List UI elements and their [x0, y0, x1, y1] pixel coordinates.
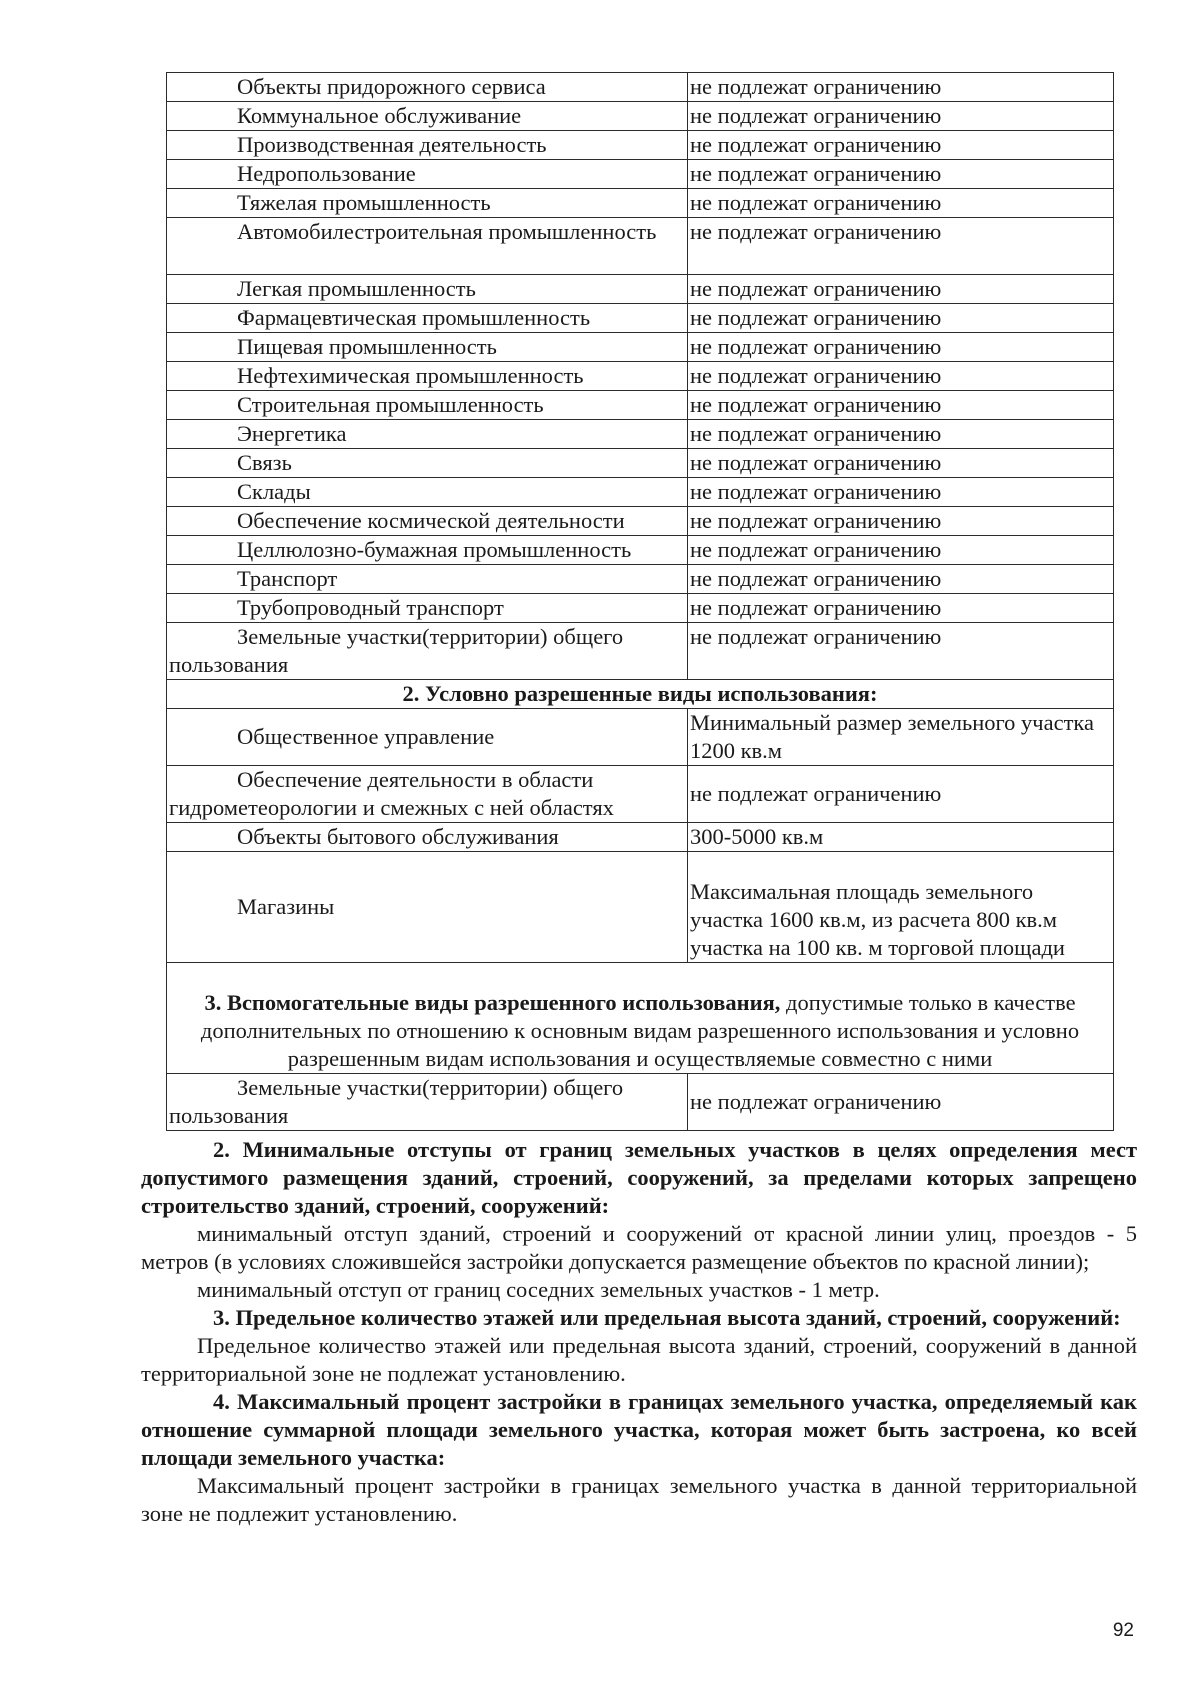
- table-row: [167, 536, 1114, 565]
- paragraph: Максимальный процент застройки в границах земельного участка в данной территориальной зоне не подлежит установлению.: [141, 1473, 1137, 1526]
- use-name: Нефтехимическая промышленность: [237, 363, 584, 388]
- table-row: [167, 449, 1114, 478]
- restriction-value: не подлежат ограничению: [688, 304, 1114, 333]
- use-name: Магазины: [237, 894, 335, 919]
- paragraph: Предельное количество этажей или предельная высота зданий, строений, сооружений в данной территориальной зоне не подлежат установлению.: [141, 1333, 1137, 1386]
- use-name: Тяжелая промышленность: [237, 190, 491, 215]
- table-row: [167, 73, 1114, 102]
- restriction-value: не подлежат ограничению: [688, 507, 1114, 536]
- land-use-table: [166, 72, 1114, 1131]
- use-name: Трубопроводный транспорт: [237, 595, 504, 620]
- table-row: [167, 102, 1114, 131]
- restriction-value: не подлежат ограничению: [688, 594, 1114, 623]
- restriction-value: не подлежат ограничению: [688, 536, 1114, 565]
- table-row: [167, 565, 1114, 594]
- table-row: [167, 131, 1114, 160]
- use-name: Обеспечение космической деятельности: [237, 508, 625, 533]
- restriction-value: не подлежат ограничению: [688, 449, 1114, 478]
- auxiliary-heading-bold: 3. Вспомогательные виды разрешенного использования,: [204, 990, 781, 1015]
- table-row: [167, 623, 1114, 680]
- section-heading: 4. Максимальный процент застройки в границах земельного участка, определяемый как отношение суммарной площади земельного участка, которая может быть застроена, ко всей площади земельного участка:: [141, 1389, 1137, 1470]
- document-body: [141, 1136, 1137, 1528]
- conditional-uses-heading: 2. Условно разрешенные виды использования:: [167, 680, 1114, 709]
- restriction-value: Минимальный размер земельного участка 1200 кв.м: [688, 709, 1114, 766]
- auxiliary-uses-heading: [167, 963, 1114, 1074]
- use-name: Земельные участки(территории) общего пользования: [169, 1075, 624, 1128]
- use-name: Фармацевтическая промышленность: [237, 305, 591, 330]
- use-name: Объекты бытового обслуживания: [237, 824, 559, 849]
- use-name: Целлюлозно-бумажная промышленность: [237, 537, 632, 562]
- table-row: [167, 507, 1114, 536]
- table-row: [167, 1074, 1114, 1131]
- table-row: [167, 304, 1114, 333]
- restriction-value: не подлежат ограничению: [688, 189, 1114, 218]
- table-row: [167, 766, 1114, 823]
- use-name: Коммунальное обслуживание: [237, 103, 522, 128]
- use-name: Обеспечение деятельности в области гидрометеорологии и смежных с ней областях: [169, 767, 614, 820]
- restriction-value: не подлежат ограничению: [688, 275, 1114, 304]
- use-name: Недропользование: [237, 161, 416, 186]
- auxiliary-heading-rest: допустимые только в качестве дополнительных по отношению к основным видам разрешенного использования и условно разрешенным видам использования и осуществляемые совместно с ними: [200, 990, 1080, 1071]
- restriction-value: не подлежат ограничению: [688, 131, 1114, 160]
- restriction-value: не подлежат ограничению: [688, 160, 1114, 189]
- restriction-value: не подлежат ограничению: [688, 565, 1114, 594]
- table-row: [167, 333, 1114, 362]
- use-name: Производственная деятельность: [237, 132, 547, 157]
- restriction-value: не подлежат ограничению: [688, 362, 1114, 391]
- restriction-value: Максимальная площадь земельного участка 1600 кв.м, из расчета 800 кв.м участка на 100 кв. м торговой площади: [688, 852, 1114, 963]
- use-name: Общественное управление: [237, 724, 495, 749]
- use-name: Энергетика: [237, 421, 347, 446]
- restriction-value: не подлежат ограничению: [688, 73, 1114, 102]
- page-number: 92: [1112, 1620, 1134, 1641]
- use-name: Транспорт: [237, 566, 338, 591]
- restriction-value: не подлежат ограничению: [688, 420, 1114, 449]
- restriction-value: не подлежат ограничению: [688, 623, 1114, 680]
- table-row: [167, 362, 1114, 391]
- use-name: Пищевая промышленность: [237, 334, 497, 359]
- use-name: Связь: [237, 450, 292, 475]
- table-row: [167, 594, 1114, 623]
- table-row: [167, 391, 1114, 420]
- use-name: Объекты придорожного сервиса: [237, 74, 546, 99]
- table-row: [167, 189, 1114, 218]
- section-heading: 3. Предельное количество этажей или предельная высота зданий, строений, сооружений:: [213, 1305, 1121, 1330]
- paragraph: минимальный отступ от границ соседних земельных участков - 1 метр.: [197, 1277, 880, 1302]
- restriction-value: не подлежат ограничению: [688, 218, 1114, 275]
- table-row: [167, 852, 1114, 963]
- table-row: [167, 823, 1114, 852]
- paragraph: минимальный отступ зданий, строений и сооружений от красной линии улиц, проездов - 5 метров (в условиях сложившейся застройки допускается размещение объектов по красной линии);: [141, 1221, 1137, 1274]
- use-name: Склады: [237, 479, 311, 504]
- use-name: Автомобилестроительная промышленность: [237, 219, 657, 244]
- table-row: [167, 218, 1114, 275]
- table-row: [167, 275, 1114, 304]
- restriction-value: не подлежат ограничению: [688, 102, 1114, 131]
- section-heading: 2. Минимальные отступы от границ земельных участков в целях определения мест допустимого размещения зданий, строений, сооружений, за пределами которых запрещено строительство зданий, строений, сооружений:: [141, 1137, 1137, 1218]
- restriction-value: не подлежат ограничению: [688, 333, 1114, 362]
- table-row: [167, 709, 1114, 766]
- table-row: [167, 478, 1114, 507]
- section-heading-row: [167, 680, 1114, 709]
- table-row: [167, 420, 1114, 449]
- use-name: Строительная промышленность: [237, 392, 544, 417]
- table-row: [167, 160, 1114, 189]
- use-name: Земельные участки(территории) общего пользования: [169, 624, 624, 677]
- restriction-value: 300-5000 кв.м: [688, 823, 1114, 852]
- section-heading-row: [167, 963, 1114, 1074]
- restriction-value: не подлежат ограничению: [688, 391, 1114, 420]
- use-name: Легкая промышленность: [237, 276, 476, 301]
- restriction-value: не подлежат ограничению: [688, 1074, 1114, 1131]
- restriction-value: не подлежат ограничению: [688, 478, 1114, 507]
- restriction-value: не подлежат ограничению: [688, 766, 1114, 823]
